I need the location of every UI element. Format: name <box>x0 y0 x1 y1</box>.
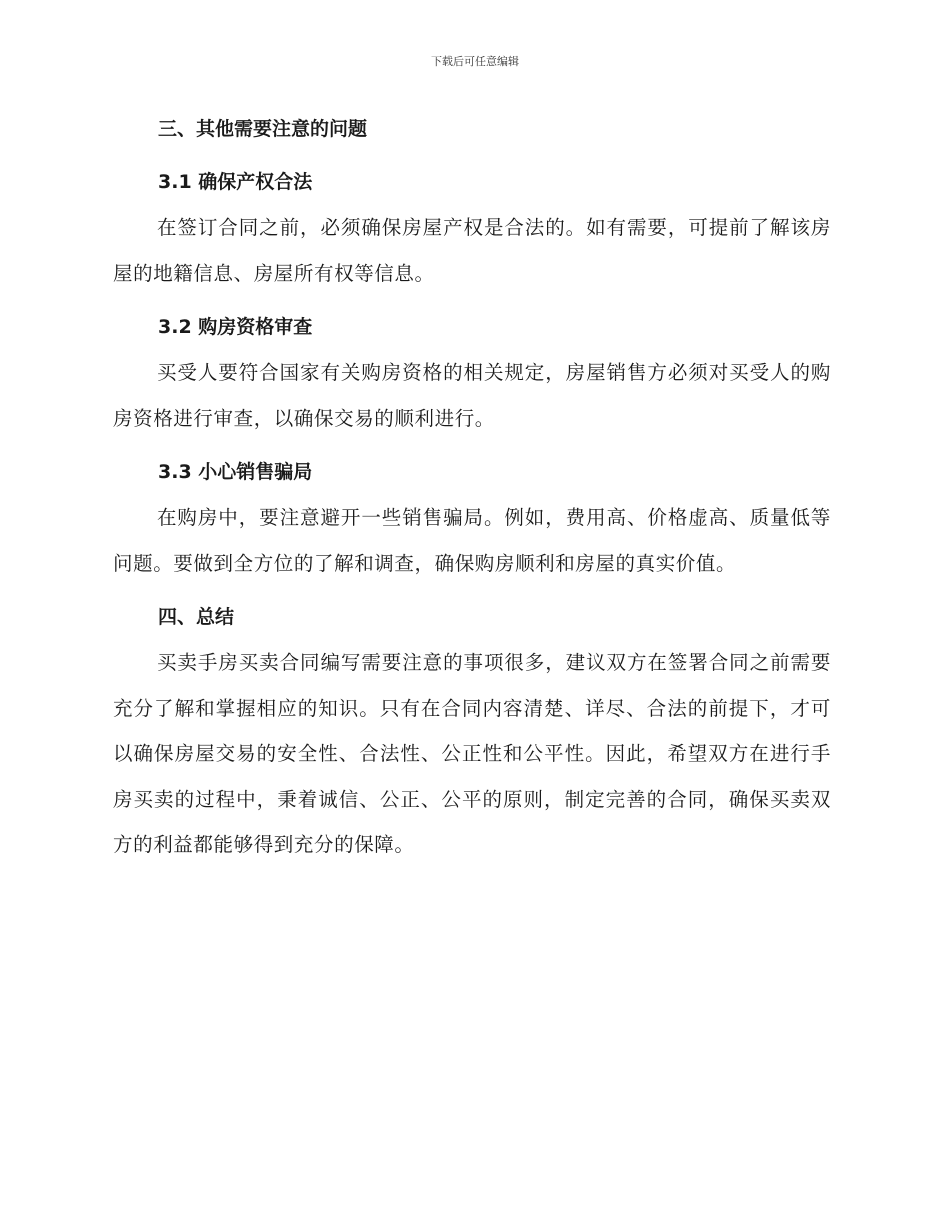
subsection-heading: 3.1 确保产权合法 <box>158 171 313 193</box>
paragraph: 在签订合同之前，必须确保房屋产权是合法的。如有需要，可提前了解该房屋的地籍信息、房屋所有权等信息。 <box>113 216 831 285</box>
document-body <box>113 110 831 868</box>
section-heading: 三、其他需要注意的问题 <box>158 118 368 140</box>
paragraph: 在购房中，要注意避开一些销售骗局。例如，费用高、价格虚高、质量低等问题。要做到全方位的了解和调查，确保购房顺利和房屋的真实价值。 <box>113 506 831 575</box>
section-heading: 四、总结 <box>158 606 235 628</box>
paragraph: 买卖手房买卖合同编写需要注意的事项很多，建议双方在签署合同之前需要充分了解和掌握相应的知识。只有在合同内容清楚、详尽、合法的前提下，才可以确保房屋交易的安全性、合法性、公正性和公平性。因此，希望双方在进行手房买卖的过程中，秉着诚信、公正、公平的原则，制定完善的合同，确保买卖双方的利益都能够得到充分的保障。 <box>113 651 831 856</box>
paragraph: 买受人要符合国家有关购房资格的相关规定，房屋销售方必须对买受人的购房资格进行审查，以确保交易的顺利进行。 <box>113 361 831 430</box>
subsection-heading: 3.3 小心销售骗局 <box>158 461 313 483</box>
header-note: 下载后可任意编辑 <box>431 55 519 68</box>
subsection-heading: 3.2 购房资格审查 <box>158 316 313 338</box>
